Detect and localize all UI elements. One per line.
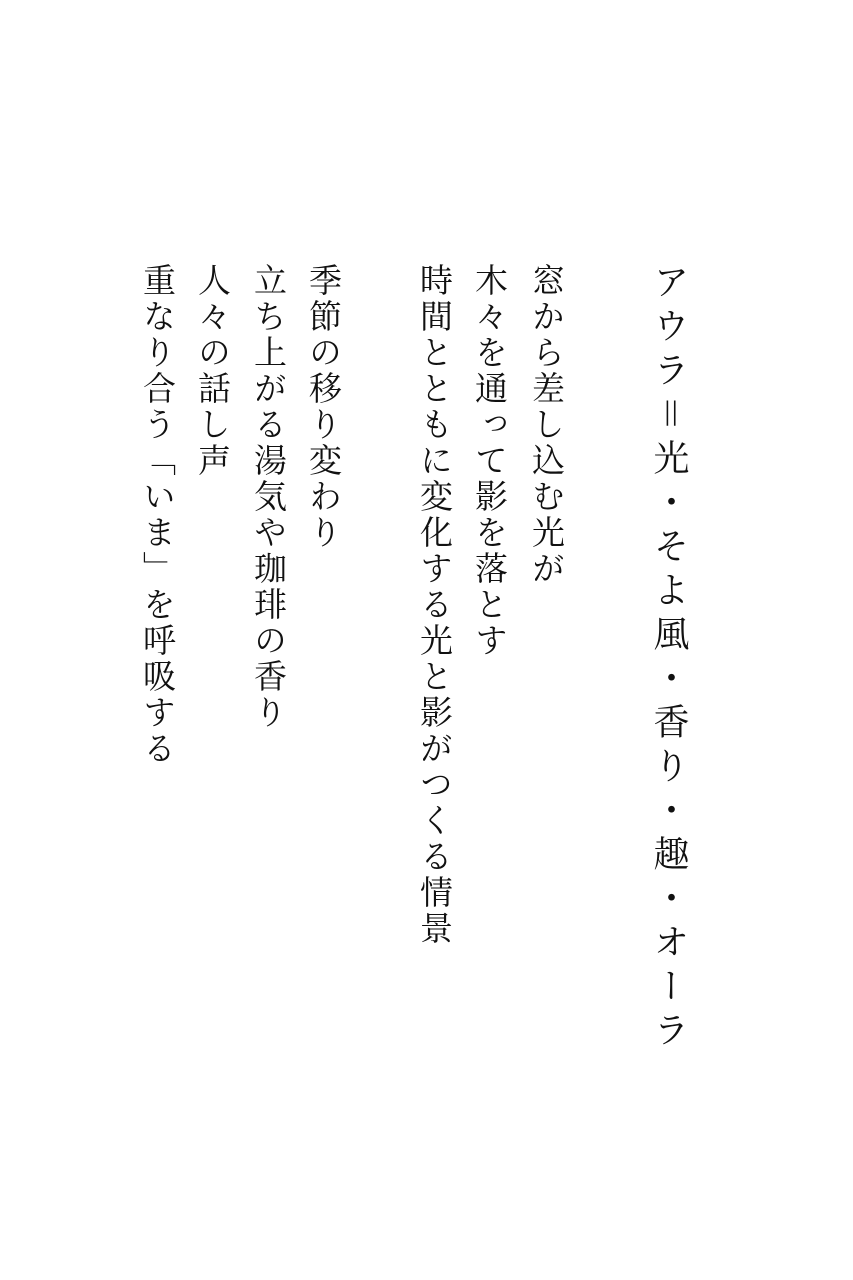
stanza2-line-2: 立ち上がる湯気や珈琲の香り bbox=[249, 263, 288, 731]
stanza2-line-4: 重なり合う「いま」を呼吸する bbox=[138, 263, 177, 767]
stanza1-line-3: 時間とともに変化する光と影がつくる情景 bbox=[415, 263, 454, 947]
stanza1-line-1: 窓から差し込む光が bbox=[527, 263, 566, 587]
stanza2-line-3: 人々の話し声 bbox=[193, 263, 232, 479]
poem-title: アウラ＝光・そよ風・香り・趣・オーラ bbox=[648, 263, 689, 1055]
stanza1-line-2: 木々を通って影を落とす bbox=[470, 263, 509, 659]
stanza2-line-1: 季節の移り変わり bbox=[304, 263, 343, 551]
